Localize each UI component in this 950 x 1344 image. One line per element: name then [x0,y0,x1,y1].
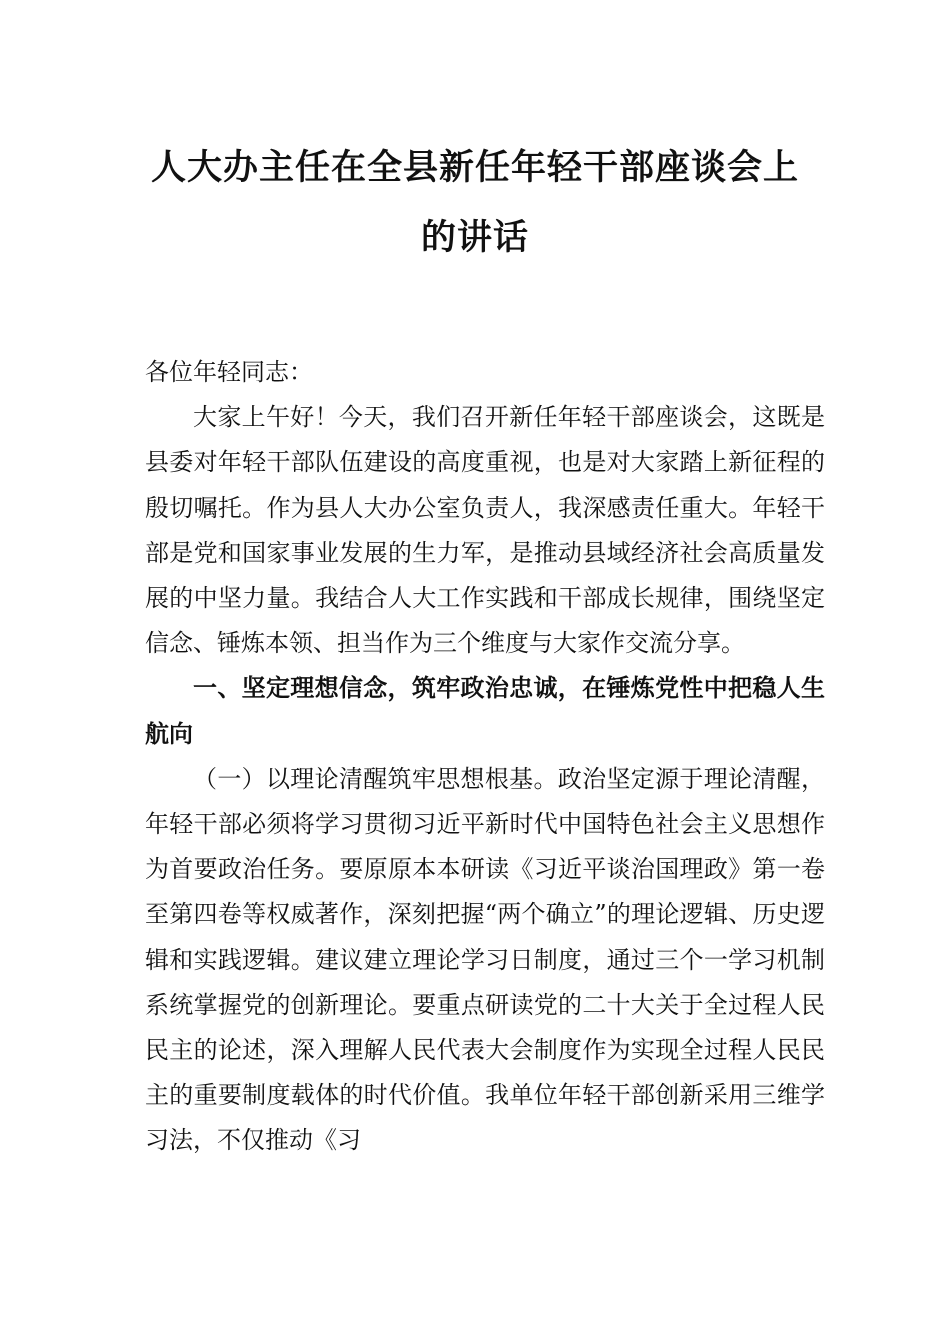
section-1-paragraph-1: （一）以理论清醒筑牢思想根基。政治坚定源于理论清醒，年轻干部必须将学习贯彻习近平新时代中国特色社会主义思想作为首要政治任务。要原原本本研读《习近平谈治国理政》第一卷至第四卷等权威著作，深刻把握“两个确立”的理论逻辑、历史逻辑和实践逻辑。建议建立理论学习日制度，通过三个一学习机制系统掌握党的创新理论。要重点研读党的二十大关于全过程人民民主的论述，深入理解人民代表大会制度作为实现全过程人民民主的重要制度载体的时代价值。我单位年轻干部创新采用三维学习法，不仅推动《习 [145,764,825,1155]
document-title-line-1: 人大办主任在全县新任年轻干部座谈会上 [150,147,799,188]
intro-paragraph: 大家上午好！今天，我们召开新任年轻干部座谈会，这既是县委对年轻干部队伍建设的高度重视，也是对大家踏上新征程的殷切嘱托。作为县人大办公室负责人，我深感责任重大。年轻干部是党和国家事业发展的生力军，是推动县域经济社会高质量发展的中坚力量。我结合人大工作实践和干部成长规律，围绕坚定信念、锤炼本领、担当作为三个维度与大家作交流分享。 [145,403,825,658]
document-title-line-2: 的讲话 [420,217,529,258]
document-body [145,350,825,1164]
salutation: 各位年轻同志： [145,358,313,386]
section-1-heading: 一、坚定理想信念，筑牢政治忠诚，在锤炼党性中把稳人生航向 [145,674,825,748]
